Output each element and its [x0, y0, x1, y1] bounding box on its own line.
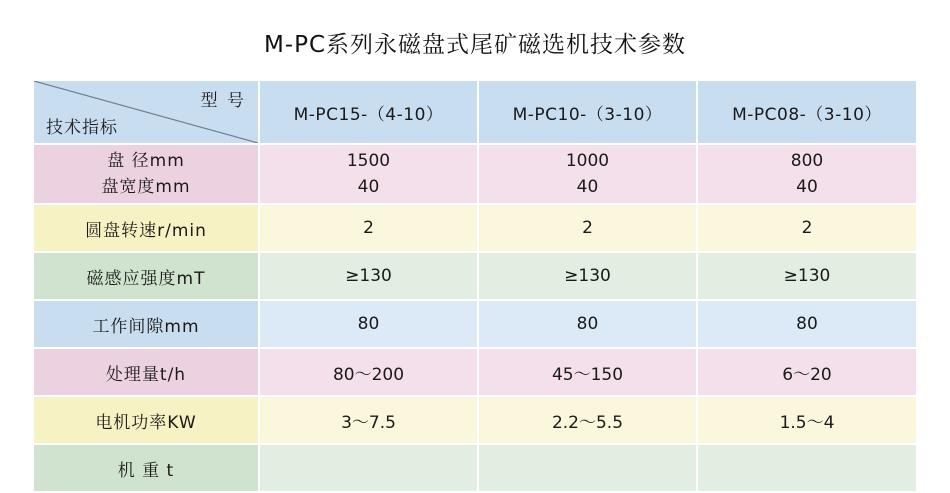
page-title: M-PC系列永磁盘式尾矿磁选机技术参数 — [263, 32, 687, 58]
row-value-cell — [478, 144, 697, 204]
row-label-disc-size — [33, 144, 259, 204]
spec-table — [32, 79, 918, 493]
table-row — [33, 444, 917, 492]
row-value-cell — [697, 144, 917, 204]
row-value-cell: 2 — [259, 204, 478, 252]
table-row — [33, 204, 917, 252]
row-value-cell — [697, 444, 917, 492]
table-row — [33, 300, 917, 348]
row-value-cell: 6～20 — [697, 348, 917, 396]
column-header-3: M-PC08-（3-10） — [697, 80, 917, 144]
table-row — [33, 252, 917, 300]
value-line1: 1000 — [565, 151, 610, 171]
row-label-machine-weight: 机 重 t — [33, 444, 259, 492]
value-line1: 800 — [790, 151, 824, 171]
row-label-disc-speed: 圆盘转速r/min — [33, 204, 259, 252]
row-label-line2: 盘宽度mm — [101, 177, 191, 197]
table-row — [33, 396, 917, 444]
row-value-cell: 2 — [478, 204, 697, 252]
row-value-cell — [478, 444, 697, 492]
row-value-cell: 80～200 — [259, 348, 478, 396]
value-line2: 40 — [576, 177, 599, 197]
row-value-cell — [259, 444, 478, 492]
header-index-label: 技术指标 — [46, 118, 118, 138]
row-value-cell: ≥130 — [259, 252, 478, 300]
value-line2: 40 — [357, 177, 380, 197]
row-value-cell: 80 — [478, 300, 697, 348]
table-row — [33, 348, 917, 396]
row-label-magnetic-induction: 磁感应强度mT — [33, 252, 259, 300]
column-header-2: M-PC10-（3-10） — [478, 80, 697, 144]
row-label-motor-power: 电机功率KW — [33, 396, 259, 444]
table-row — [33, 144, 917, 204]
row-value-cell: ≥130 — [697, 252, 917, 300]
row-value-cell: 3～7.5 — [259, 396, 478, 444]
header-corner-cell — [33, 80, 259, 144]
row-label-working-gap: 工作间隙mm — [33, 300, 259, 348]
row-value-cell: 45～150 — [478, 348, 697, 396]
row-label-capacity: 处理量t/h — [33, 348, 259, 396]
column-header-1: M-PC15-（4-10） — [259, 80, 478, 144]
value-line1: 1500 — [346, 151, 391, 171]
row-value-cell: 80 — [697, 300, 917, 348]
table-header-row — [33, 80, 917, 144]
row-value-cell — [259, 144, 478, 204]
header-model-label: 型 号 — [200, 91, 246, 111]
row-value-cell: 2.2～5.5 — [478, 396, 697, 444]
row-value-cell: 2 — [697, 204, 917, 252]
value-line2: 40 — [796, 177, 818, 197]
row-value-cell: 1.5～4 — [697, 396, 917, 444]
row-value-cell: 80 — [259, 300, 478, 348]
row-label-line1: 盘 径mm — [107, 151, 185, 171]
row-value-cell: ≥130 — [478, 252, 697, 300]
